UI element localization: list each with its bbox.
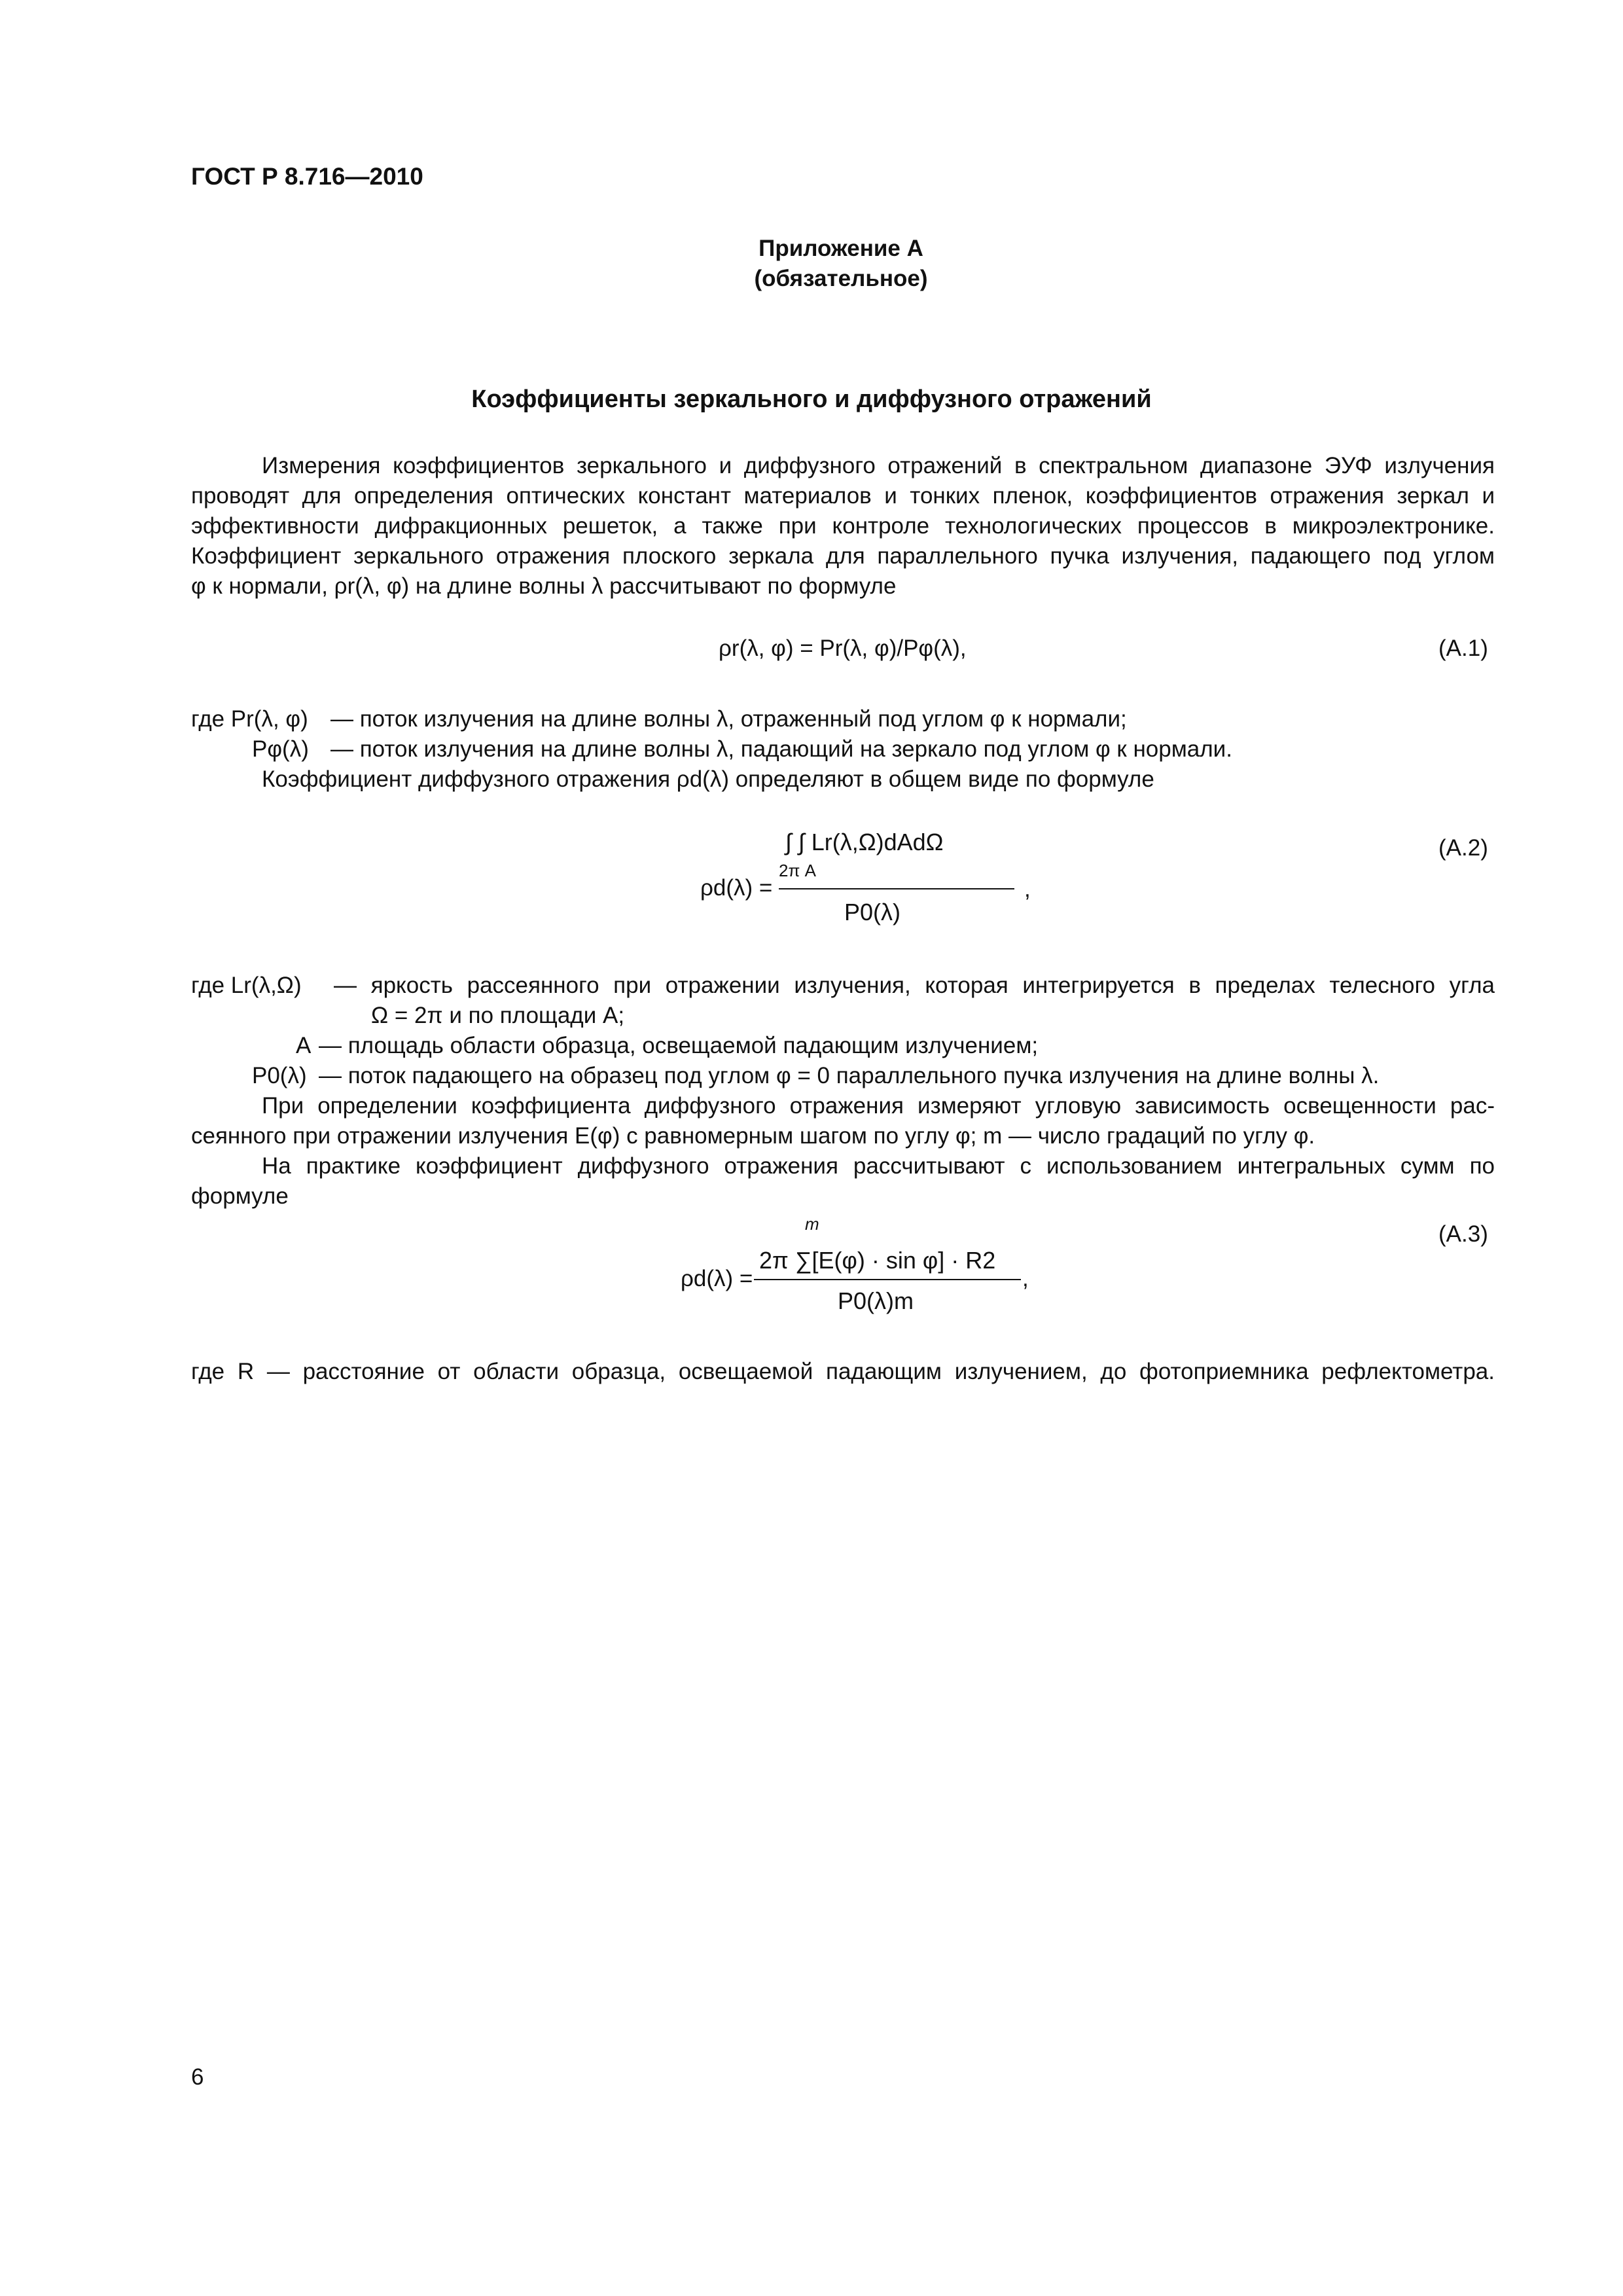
diffuse-intro: Коэффициент диффузного отражения ρd(λ) определяют в общем виде по формуле: [262, 766, 1154, 792]
page-number: 6: [191, 2064, 204, 2090]
intro-line-5: φ к нормали, ρr(λ, φ) на длине волны λ рассчитывают по формуле: [191, 573, 897, 599]
intro-line-2: проводят для определения оптических констант материалов и тонких пленок, коэффициентов отражения зеркал и: [191, 483, 1495, 509]
formula-a2-fraction-bar: [779, 888, 1014, 889]
formula-a2-denominator: P0(λ): [844, 899, 901, 925]
formula-a3-number: (А.3): [1438, 1221, 1488, 1247]
intro-line-1: Измерения коэффициентов зеркального и диффузного отражений в спектральном диапазоне ЭУФ излучения: [262, 453, 1495, 478]
formula-a3: [681, 1211, 1029, 1322]
where-a1-text-1: — поток излучения на длине волны λ, отраженный под углом φ к нормали;: [330, 706, 1127, 732]
where-a3: где R — расстояние от области образца, освещаемой падающим излучением, до фотоприемника рефлектометра.: [191, 1359, 1495, 1384]
paragraph2-line-1: При определении коэффициента диффузного отражения измеряют угловую зависимость освещенности рас-: [262, 1093, 1495, 1119]
formula-a1: ρr(λ, φ) = Pr(λ, φ)/Pφ(λ),: [719, 636, 967, 661]
formula-a2-trailing: ,: [1024, 876, 1031, 902]
paragraph2-line-2: сеянного при отражении излучения E(φ) с равномерным шагом по углу φ; m — число градаций по углу φ.: [191, 1123, 1315, 1149]
paragraph2-line-3: На практике коэффициент диффузного отражения рассчитывают с использованием интегральных сумм по: [262, 1153, 1495, 1179]
where-a2-text-2: — площадь области образца, освещаемой падающим излучением;: [319, 1033, 1039, 1058]
formula-a2-numerator: ∫ ∫ Lr(λ,Ω)dAdΩ: [785, 829, 944, 855]
formula-a3-numerator: 2π ∑[E(φ) · sin φ] · R2: [759, 1247, 996, 1274]
where-a2-symbol-1: где Lr(λ,Ω): [191, 973, 302, 998]
where-a2-symbol-3: P0(λ): [252, 1063, 307, 1088]
intro-line-4: Коэффициент зеркального отражения плоского зеркала для параллельного пучка излучения, падающего под углом: [191, 543, 1495, 569]
where-a2-text-1: — яркость рассеянного при отражении излучения, которая интегрируется в пределах телесного угла: [334, 973, 1495, 998]
formula-a3-sum-upper: m: [805, 1214, 819, 1234]
intro-line-3: эффективности дифракционных решеток, а также при контроле технологических процессов в микроэлектронике.: [191, 513, 1495, 539]
where-a1-symbol-1: где Pr(λ, φ): [191, 706, 308, 732]
formula-a3-denominator: P0(λ)m: [838, 1287, 914, 1314]
where-a1-text-2: — поток излучения на длине волны λ, падающий на зеркало под углом φ к нормали.: [330, 736, 1232, 762]
formula-a1-number: (А.1): [1438, 636, 1488, 661]
where-a2-text-3: — поток падающего на образец под углом φ = 0 параллельного пучка излучения на длине волны λ.: [319, 1063, 1380, 1088]
paragraph2-line-4: формуле: [191, 1183, 289, 1209]
formula-a3-fraction-bar: [754, 1279, 1021, 1280]
formula-a2-number: (А.2): [1438, 835, 1488, 861]
formula-a3-lhs: ρd(λ) =: [681, 1266, 753, 1291]
formula-a2-lhs: ρd(λ) =: [700, 875, 773, 901]
where-a2-cont-1: Ω = 2π и по площади A;: [371, 1003, 625, 1028]
formula-a2: [700, 821, 1031, 933]
formula-a3-trailing: ,: [1022, 1266, 1029, 1291]
section-title: Коэффициенты зеркального и диффузного отражений: [471, 386, 1152, 413]
formula-a2-limits: 2π A: [779, 861, 816, 880]
where-a2-symbol-2: A: [296, 1033, 312, 1058]
document-id: ГОСТ Р 8.716—2010: [191, 163, 423, 190]
where-a1-symbol-2: Pφ(λ): [252, 736, 309, 762]
annex-title: Приложение А: [758, 236, 923, 261]
annex-status: (обязательное): [754, 266, 928, 291]
